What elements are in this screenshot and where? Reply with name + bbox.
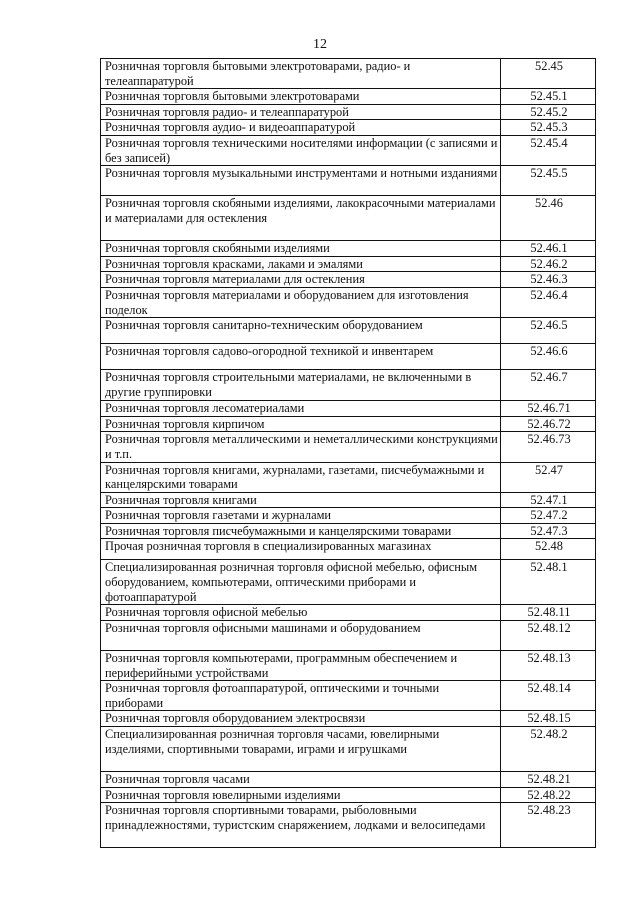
activity-code: 52.47.2 [501,508,596,524]
activity-code: 52.46.5 [501,318,596,344]
activity-name: Розничная торговля офисными машинами и оборудованием [101,621,501,651]
activity-name: Розничная торговля книгами, журналами, газетами, писчебумажными и канцелярскими товарами [101,462,501,492]
table-row [101,523,596,539]
activity-code: 52.48.11 [501,605,596,621]
activity-name: Розничная торговля бытовыми электротоварами, радио- и телеаппаратурой [101,59,501,89]
activity-code: 52.47 [501,462,596,492]
activity-name: Розничная торговля лесоматериалами [101,401,501,417]
table-row [101,89,596,105]
activity-code: 52.48 [501,539,596,560]
activity-name: Розничная торговля радио- и телеаппаратурой [101,104,501,120]
activity-name: Розничная торговля техническими носителями информации (с записями и без записей) [101,135,501,165]
table-row [101,344,596,370]
table-row [101,318,596,344]
table-row [101,370,596,401]
activity-code: 52.46.6 [501,344,596,370]
table-row [101,256,596,272]
table-row [101,462,596,492]
activity-code: 52.48.22 [501,787,596,803]
activity-code: 52.46.3 [501,272,596,288]
table-row [101,772,596,788]
activity-code: 52.46.72 [501,416,596,432]
activity-name: Специализированная розничная торговля часами, ювелирными изделиями, спортивными товарами, играми и игрушками [101,727,501,772]
table-row [101,196,596,241]
activity-code: 52.48.21 [501,772,596,788]
activity-name: Розничная торговля материалами для остекления [101,272,501,288]
activity-code: 52.48.13 [501,651,596,681]
table-row [101,803,596,848]
table-row [101,651,596,681]
table-row [101,59,596,89]
table-row [101,621,596,651]
activity-name: Розничная торговля санитарно-техническим оборудованием [101,318,501,344]
activity-name: Розничная торговля офисной мебелью [101,605,501,621]
table-row [101,711,596,727]
table-row [101,432,596,462]
table-row [101,166,596,196]
activity-code: 52.48.23 [501,803,596,848]
activity-code: 52.46.1 [501,241,596,257]
activity-name: Розничная торговля красками, лаками и эмалями [101,256,501,272]
table-row [101,605,596,621]
table-row [101,120,596,136]
activity-code: 52.48.2 [501,727,596,772]
activity-name: Розничная торговля компьютерами, программным обеспечением и периферийными устройствами [101,651,501,681]
activity-code: 52.47.3 [501,523,596,539]
activity-code: 52.45.3 [501,120,596,136]
table-row [101,681,596,711]
activity-name: Розничная торговля часами [101,772,501,788]
activity-name: Розничная торговля строительными материалами, не включенными в другие группировки [101,370,501,401]
activity-code: 52.46.4 [501,287,596,317]
activity-name: Розничная торговля бытовыми электротоварами [101,89,501,105]
activity-name: Розничная торговля писчебумажными и канцелярскими товарами [101,523,501,539]
activity-code: 52.46 [501,196,596,241]
activity-code: 52.46.2 [501,256,596,272]
activity-name: Розничная торговля металлическими и неметаллическими конструкциями и т.п. [101,432,501,462]
activity-code: 52.48.12 [501,621,596,651]
table-row [101,287,596,317]
activity-name: Розничная торговля газетами и журналами [101,508,501,524]
table-row [101,241,596,257]
table-row [101,416,596,432]
table-row [101,560,596,605]
activity-code: 52.46.73 [501,432,596,462]
activity-code: 52.48.15 [501,711,596,727]
activity-code: 52.46.71 [501,401,596,417]
table-row [101,539,596,560]
table-row [101,492,596,508]
activity-code: 52.45 [501,59,596,89]
table-row [101,787,596,803]
activity-code: 52.48.1 [501,560,596,605]
activity-code: 52.45.1 [501,89,596,105]
activity-name: Розничная торговля фотоаппаратурой, оптическими и точными приборами [101,681,501,711]
activity-code: 52.45.5 [501,166,596,196]
activity-name: Розничная торговля материалами и оборудованием для изготовления поделок [101,287,501,317]
activity-name: Прочая розничная торговля в специализированных магазинах [101,539,501,560]
table-row [101,727,596,772]
activity-code: 52.45.4 [501,135,596,165]
table-row [101,104,596,120]
table-row [101,272,596,288]
classification-table [100,58,596,848]
activity-name: Розничная торговля музыкальными инструментами и нотными изданиями [101,166,501,196]
activity-code: 52.45.2 [501,104,596,120]
activity-name: Розничная торговля скобяными изделиями, лакокрасочными материалами и материалами для остекления [101,196,501,241]
activity-code: 52.48.14 [501,681,596,711]
activity-code: 52.46.7 [501,370,596,401]
activity-code: 52.47.1 [501,492,596,508]
activity-name: Розничная торговля скобяными изделиями [101,241,501,257]
activity-name: Розничная торговля книгами [101,492,501,508]
activity-name: Специализированная розничная торговля офисной мебелью, офисным оборудованием, компьютерами, оптическими приборами и фотоаппаратурой [101,560,501,605]
activity-name: Розничная торговля садово-огородной техникой и инвентарем [101,344,501,370]
activity-name: Розничная торговля спортивными товарами, рыболовными принадлежностями, туристским снаряжением, лодками и велосипедами [101,803,501,848]
activity-name: Розничная торговля аудио- и видеоаппаратурой [101,120,501,136]
page-number: 12 [313,37,327,52]
activity-name: Розничная торговля кирпичом [101,416,501,432]
table-row [101,401,596,417]
table-row [101,508,596,524]
table-row [101,135,596,165]
activity-name: Розничная торговля ювелирными изделиями [101,787,501,803]
activity-name: Розничная торговля оборудованием электросвязи [101,711,501,727]
